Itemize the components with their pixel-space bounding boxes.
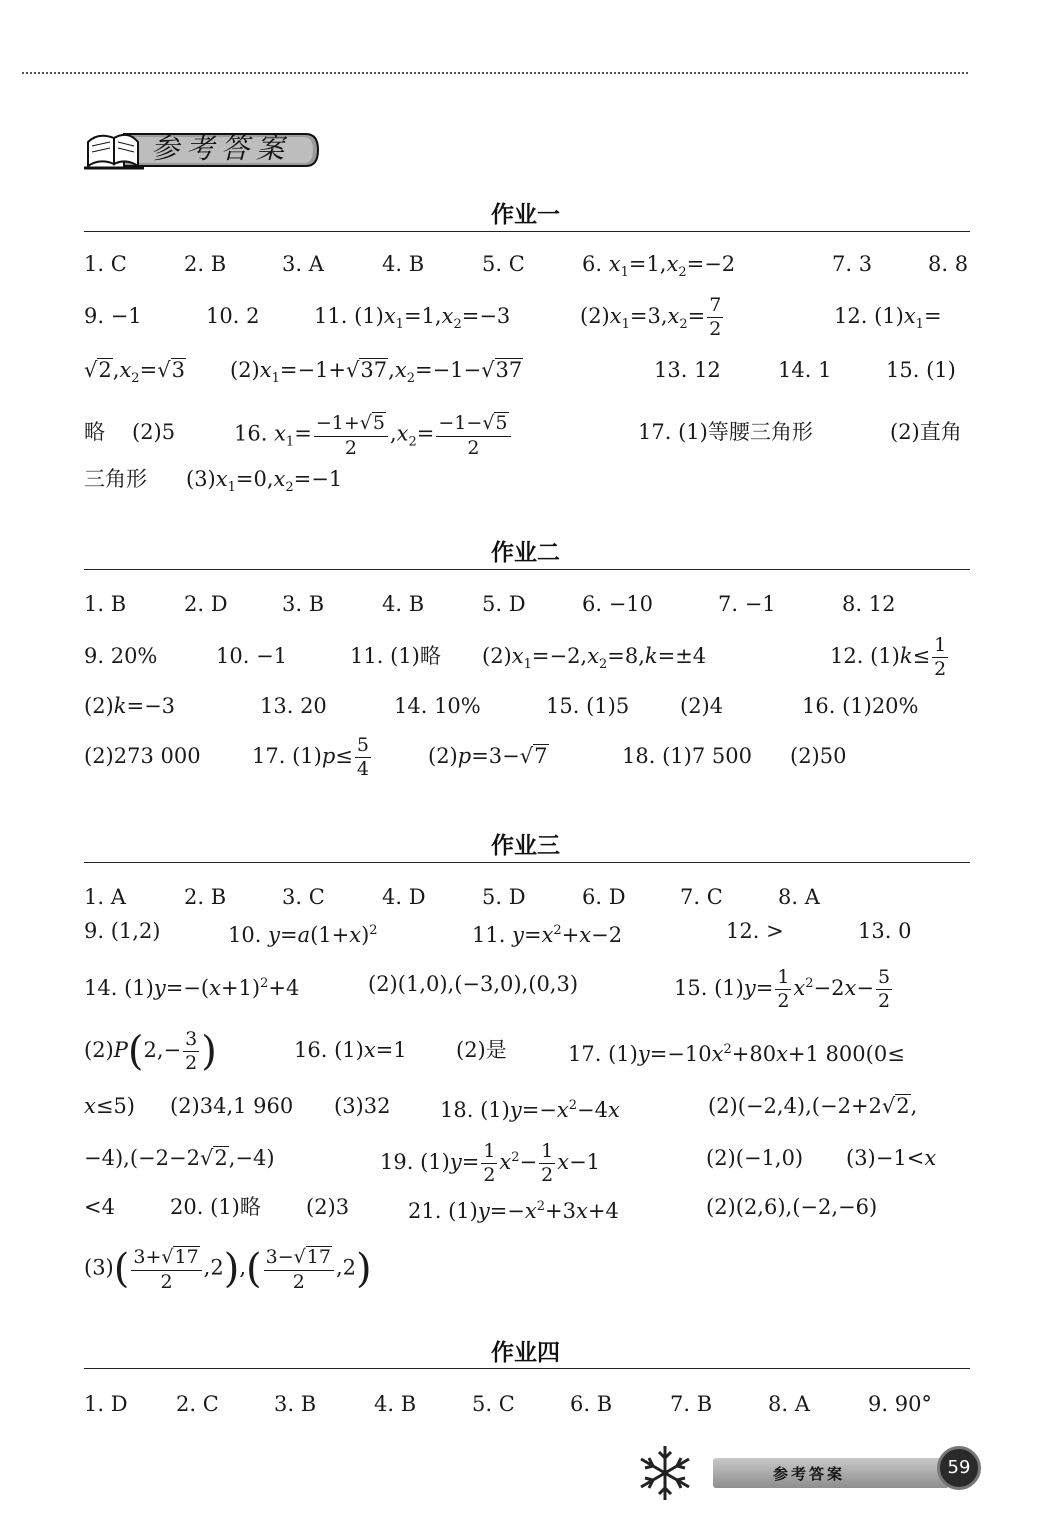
answer-line: $√2,x_2=√3$ $(2)x_1=-1+√37,x_2=-1-√37$ 13. 12 14. 1 15. (1) xyxy=(84,358,956,387)
answer-line: 9. −1 10. 2 11. $(1)x_1=1,x_2=-3$ $(2)x_1=3,x_2=$ $\frac{7}{2}$ 12. $(1)x_1=$ xyxy=(84,294,942,340)
section-rule xyxy=(84,862,970,863)
section-title-3: 作业三 xyxy=(491,833,560,859)
section-rule xyxy=(84,1368,970,1369)
answers-banner xyxy=(84,128,319,172)
answer-line: (2)k=−3 13. 20 14. 10% 15. (1)5 (2)4 16. (1)20% xyxy=(84,694,919,718)
answer-line: 三角形 $(3)x_1=0,x_2=-1$ xyxy=(84,467,343,496)
answer-line: 略 (2)5 16. $x_1=$ $\frac{-1+√5}{2}$ $,x_2=$ $\frac{-1-√5}{2}$ 17. (1)等腰三角形 (2)直角 xyxy=(84,412,962,459)
banner-title: 参考答案 xyxy=(150,132,291,165)
snowflake-icon xyxy=(625,1438,705,1508)
answer-line: x≤5) (2)34,1 960 (3)32 18. $(1)y=-x^2-4x$ (2)(−2,4),(−2+2√2, xyxy=(84,1094,918,1122)
footer-label: 参考答案 xyxy=(773,1465,846,1483)
top-dotted-rule xyxy=(22,72,968,74)
section-title-1: 作业一 xyxy=(491,202,560,228)
answer-line: (2)P(2,− $\frac{3}{2}$ ) 16. (1)x=1 (2)是 17. $(1)y=-10x^2+80x+1$ 800(0≤ xyxy=(84,1028,905,1075)
section-title-2: 作业二 xyxy=(491,540,560,566)
page-number: 59 xyxy=(947,1457,971,1478)
section-rule xyxy=(84,231,970,232)
answer-line: (3)( $\frac{3+√17}{2}$ ,2),( $\frac{3-√17}{2}$ ,2) xyxy=(84,1245,372,1293)
section-rule xyxy=(84,569,970,570)
answer-line: 1. A 2. B 3. C 4. D 5. D 6. D 7. C 8. A xyxy=(84,885,820,909)
answer-line: 9. (1,2) 10. $y=a(1+x)^2$ 11. $y=x^2+x-2$ 12. > 13. 0 xyxy=(84,919,912,947)
page-footer xyxy=(625,1438,985,1518)
answer-line: 1. C 2. B 3. A 4. B 5. C 6. $x_1=1,x_2=-2$ 7. 3 8. 8 xyxy=(84,252,969,281)
answer-line: <4 20. (1)略 (2)3 21. $(1)y=-x^2+3x+4$ (2)(2,6),(−2,−6) xyxy=(84,1195,878,1223)
answer-line: −4),(−2−2√2,−4) 19. (1)y= $\frac{1}{2}$ $x^2-$ $\frac{1}{2}$ x−1 (2)(−1,0) (3)−1<x xyxy=(84,1140,937,1186)
answer-line: 1. B 2. D 3. B 4. B 5. D 6. −10 7. −1 8. 12 xyxy=(84,592,896,616)
answer-line: 1. D 2. C 3. B 4. B 5. C 6. B 7. B 8. A 9. 90° xyxy=(84,1392,932,1416)
answer-line: 14. $(1)y=-(x+1)^2+4$ (2)(1,0),(−3,0),(0,3) 15. (1)y= $\frac{1}{2}$ $x^2-2x-$ $\frac{5}{2}$ xyxy=(84,966,891,1012)
page-number-badge xyxy=(937,1446,981,1490)
answer-line: (2)273 000 17. (1)p≤ $\frac{5}{4}$ (2)p=3−√7 18. (1)7 500 (2)50 xyxy=(84,734,847,780)
answer-line: 9. 20% 10. −1 11. (1)略 $(2)x_1=-2,x_2=8,k=\pm 4$ 12. (1)k≤ $\frac{1}{2}$ xyxy=(84,634,947,680)
section-title-4: 作业四 xyxy=(491,1340,560,1366)
